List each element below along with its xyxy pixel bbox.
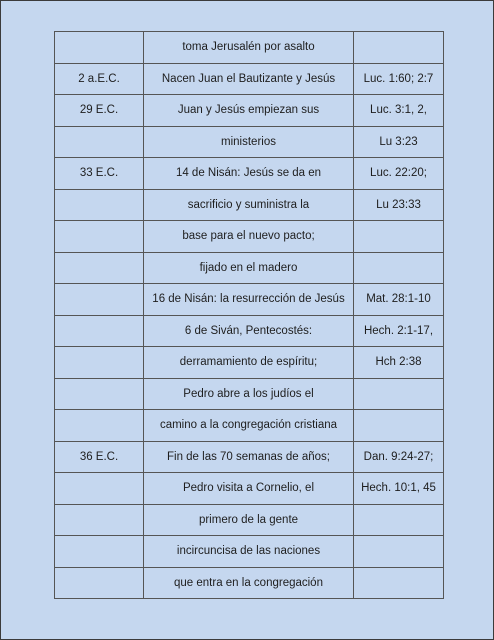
event-cell: Juan y Jesús empiezan sus	[144, 95, 354, 127]
event-cell: Pedro visita a Cornelio, el	[144, 473, 354, 505]
reference-cell	[354, 504, 444, 536]
reference-cell: Mat. 28:1-10	[354, 284, 444, 316]
date-cell: 33 E.C.	[55, 158, 144, 190]
event-cell: Fin de las 70 semanas de años;	[144, 441, 354, 473]
date-cell	[55, 504, 144, 536]
reference-cell	[354, 252, 444, 284]
timeline-table	[54, 31, 444, 599]
event-cell: sacrificio y suministra la	[144, 189, 354, 221]
table-row	[55, 252, 444, 284]
date-cell: 36 E.C.	[55, 441, 144, 473]
date-cell: 29 E.C.	[55, 95, 144, 127]
table-row	[55, 347, 444, 379]
event-cell: base para el nuevo pacto;	[144, 221, 354, 253]
table-row	[55, 536, 444, 568]
reference-cell: Lu 3:23	[354, 126, 444, 158]
reference-cell: Hech. 2:1-17,	[354, 315, 444, 347]
event-cell: fijado en el madero	[144, 252, 354, 284]
event-cell: toma Jerusalén por asalto	[144, 32, 354, 64]
timeline-body	[55, 32, 444, 599]
date-cell	[55, 284, 144, 316]
event-cell: incircuncisa de las naciones	[144, 536, 354, 568]
date-cell	[55, 252, 144, 284]
reference-cell: Luc. 1:60; 2:7	[354, 63, 444, 95]
table-row	[55, 158, 444, 190]
event-cell: ministerios	[144, 126, 354, 158]
table-row	[55, 189, 444, 221]
date-cell	[55, 189, 144, 221]
date-cell	[55, 126, 144, 158]
reference-cell: Luc. 22:20;	[354, 158, 444, 190]
table-row	[55, 63, 444, 95]
table-row	[55, 504, 444, 536]
reference-cell: Luc. 3:1, 2,	[354, 95, 444, 127]
table-row	[55, 567, 444, 599]
reference-cell	[354, 410, 444, 442]
table-row	[55, 473, 444, 505]
reference-cell	[354, 536, 444, 568]
date-cell	[55, 315, 144, 347]
date-cell: 2 a.E.C.	[55, 63, 144, 95]
event-cell: Pedro abre a los judíos el	[144, 378, 354, 410]
event-cell: camino a la congregación cristiana	[144, 410, 354, 442]
date-cell	[55, 347, 144, 379]
table-row	[55, 315, 444, 347]
date-cell	[55, 567, 144, 599]
table-row	[55, 284, 444, 316]
event-cell: 14 de Nisán: Jesús se da en	[144, 158, 354, 190]
reference-cell: Dan. 9:24-27;	[354, 441, 444, 473]
event-cell: Nacen Juan el Bautizante y Jesús	[144, 63, 354, 95]
reference-cell: Lu 23:33	[354, 189, 444, 221]
table-row	[55, 378, 444, 410]
table-row	[55, 32, 444, 64]
event-cell: que entra en la congregación	[144, 567, 354, 599]
table-row	[55, 441, 444, 473]
table-row	[55, 410, 444, 442]
event-cell: 16 de Nisán: la resurrección de Jesús	[144, 284, 354, 316]
event-cell: derramamiento de espíritu;	[144, 347, 354, 379]
reference-cell	[354, 221, 444, 253]
date-cell	[55, 410, 144, 442]
table-row	[55, 126, 444, 158]
date-cell	[55, 221, 144, 253]
event-cell: 6 de Siván, Pentecostés:	[144, 315, 354, 347]
event-cell: primero de la gente	[144, 504, 354, 536]
table-row	[55, 221, 444, 253]
date-cell	[55, 536, 144, 568]
reference-cell	[354, 378, 444, 410]
reference-cell: Hch 2:38	[354, 347, 444, 379]
reference-cell: Hech. 10:1, 45	[354, 473, 444, 505]
date-cell	[55, 378, 144, 410]
table-row	[55, 95, 444, 127]
reference-cell	[354, 32, 444, 64]
date-cell	[55, 473, 144, 505]
date-cell	[55, 32, 144, 64]
reference-cell	[354, 567, 444, 599]
